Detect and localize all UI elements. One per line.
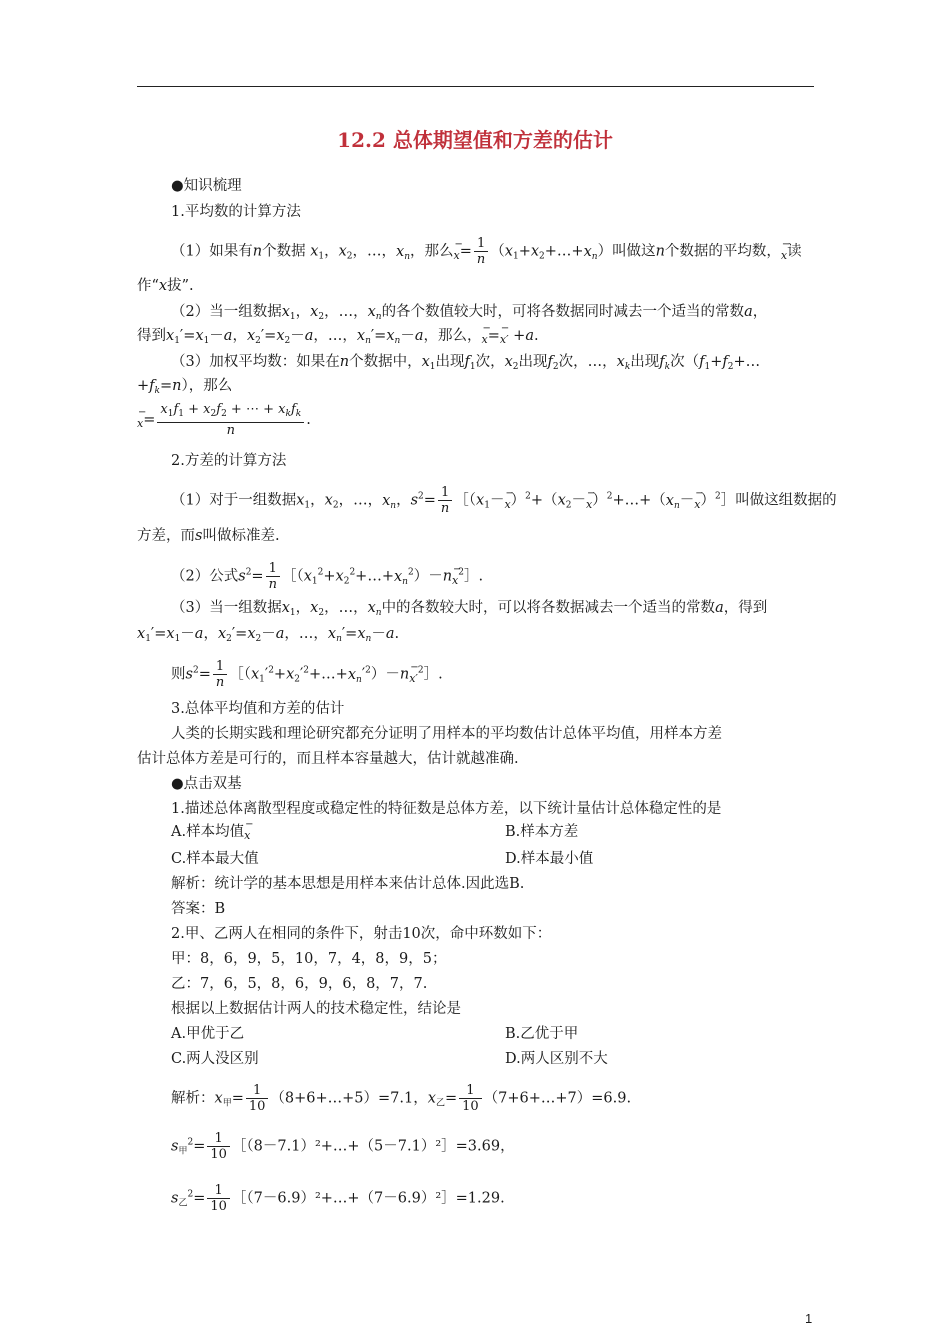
mean-paragraph-2: （2）当一组数据$x_1$，$x_2$，…，$x_n$的各个数值较大时，可将各数据同时减去一个适当的常数a， — [171, 304, 768, 322]
subheading-variance: 2.方差的计算方法 — [171, 453, 287, 469]
q1-option-b: B.样本方差 — [505, 824, 579, 840]
page-number: 1 — [805, 1311, 813, 1326]
variance-paragraph-4: 则$s^2=$ $\frac{1}{n}$ $[(x_1'^2+x_2'^2+\dots+x_n'^2)-n-$ $x'^2]$. — [171, 659, 443, 690]
mean-paragraph-1-cont: 作“x拔”. — [137, 278, 194, 294]
estimate-text-line-1: 人类的长期实践和理论研究都充分证明了用样本的平均数估计总体平均值，用样本方差 — [171, 726, 722, 742]
q2-analysis-means: 解析：$x_甲=$ $\frac{1}{10}$ （8+6+…+5）=7.1，$x_乙=$ $\frac{1}{10}$ （7+6+…+7）=6.9. — [171, 1083, 632, 1114]
mean-paragraph-1: （1）如果有n个数据 $x_1$，$x_2$，…，$x_n$，那么− x= $\frac{1}{n}$ $(x_1+x_2+\dots+x_n)$叫做这n个数据的平均数，− x读 — [171, 236, 802, 267]
q2-option-a: A.甲优于乙 — [171, 1026, 245, 1042]
q2-ask: 根据以上数据估计两人的技术稳定性，结论是 — [171, 1001, 461, 1017]
q1-answer: 答案：B — [171, 901, 226, 917]
q2-variance-jia: $s_甲^2=$ $\frac{1}{10}$ ［（8－7.1）²+…+（5－7.1）²］=3.69， — [171, 1131, 515, 1162]
q1-option-d: D.样本最小值 — [505, 851, 594, 867]
variance-paragraph-1: （1）对于一组数据$x_1$，$x_2$，…，$x_n$，$s^2=$ $\frac{1}{n}$ $[(x_1-- x)^2+(x_2--$ $x)^2+\dots+(x_n--$ x）$^2$］叫做这组数据的 — [171, 485, 837, 516]
variance-paragraph-3: （3）当一组数据$x_1$，$x_2$，…，$x_n$中的各数较大时，可以将各数据减去一个适当的常数a，得到 — [171, 600, 768, 618]
q2-option-b: B.乙优于甲 — [505, 1026, 579, 1042]
q2-data-yi: 乙：7，6，5，8，6，9，6，8，7，7. — [171, 976, 428, 992]
q2-data-jia: 甲：8，6，9，5，10，7，4，8，9，5； — [171, 951, 447, 967]
mean-paragraph-2-cont: 得到$x_1'=x_1-a$，$x_2'=x_2-a$，…，$x_n'=x_n-a$，那么，− x=− x′ +a. — [137, 326, 539, 351]
section-heading-basics: ●点击双基 — [171, 776, 242, 792]
q2-stem: 2.甲、乙两人在相同的条件下，射击10次，命中环数如下： — [171, 926, 552, 942]
q2-option-d: D.两人区别不大 — [505, 1051, 608, 1067]
variance-paragraph-1-cont: 方差，而s叫做标准差. — [137, 528, 280, 544]
q1-stem: 1.描述总体离散型程度或稳定性的特征数是总体方差，以下统计量估计总体稳定性的是 — [171, 801, 722, 817]
weighted-mean-formula: − x= $\frac{x_1f_1 + x_2f_2 + \cdots + x_kf_k}{n}$ . — [137, 402, 311, 438]
header-rule — [137, 86, 814, 87]
mean-paragraph-3: （3）加权平均数：如果在n个数据中，$x_1$出现$f_1$次，$x_2$出现$f_2$次，…，$x_k$出现$f_k$次（$f_1+f_2+\dots$ — [171, 354, 761, 372]
section-heading-knowledge: ●知识梳理 — [171, 178, 242, 194]
variance-paragraph-2: （2）公式$s^2=$ $\frac{1}{n}$ $[(x_1^2+x_2^2+\dots+x_n^2)-n-$ $x^2]$. — [171, 561, 483, 592]
subheading-estimate: 3.总体平均值和方差的估计 — [171, 701, 345, 717]
variance-paragraph-3-cont: $x_1'=x_1-a$，$x_2'=x_2-a$，…，$x_n'=x_n-a$. — [137, 626, 400, 644]
mean-paragraph-3-cont: $+f_k=n$），那么 — [137, 378, 233, 396]
q1-option-a: A.样本均值− x — [171, 822, 250, 843]
q2-option-c: C.两人没区别 — [171, 1051, 259, 1067]
q1-analysis: 解析：统计学的基本思想是用样本来估计总体.因此选B. — [171, 876, 525, 892]
q1-option-c: C.样本最大值 — [171, 851, 259, 867]
subheading-mean: 1.平均数的计算方法 — [171, 204, 301, 220]
page-title: 12.2 总体期望值和方差的估计 — [337, 128, 613, 152]
estimate-text-line-2: 估计总体方差是可行的，而且样本容量越大，估计就越准确. — [137, 751, 519, 767]
q2-variance-yi: $s_乙^2=$ $\frac{1}{10}$ ［（7－6.9）²+…+（7－6.9）²］=1.29. — [171, 1183, 505, 1214]
